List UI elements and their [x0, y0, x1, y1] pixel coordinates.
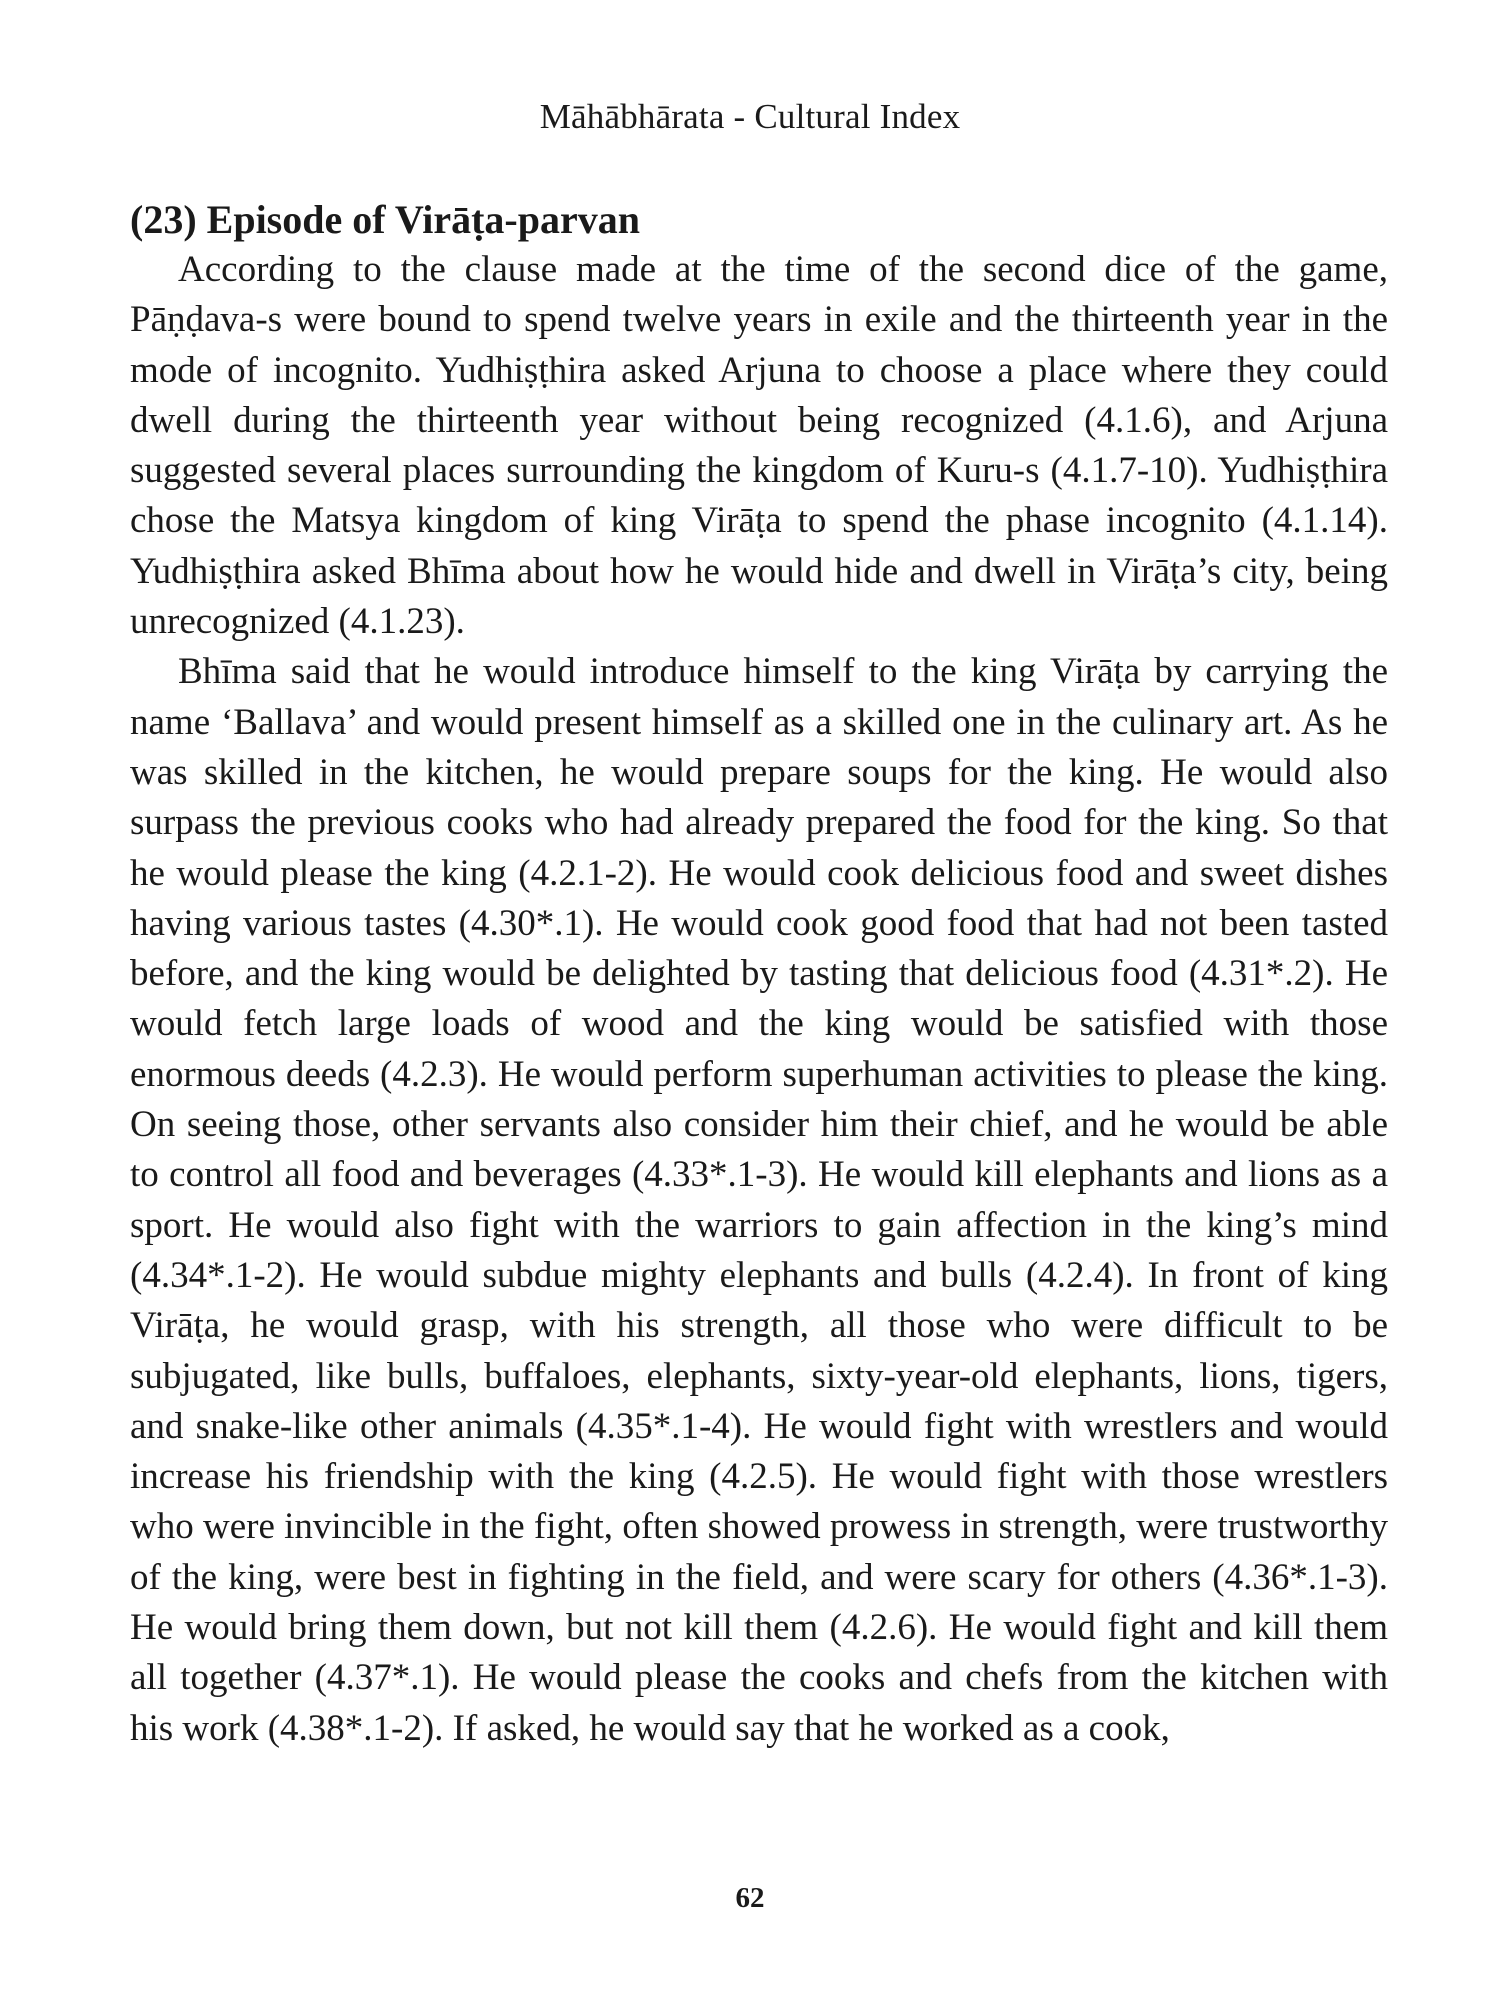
paragraph-arjuna-incognito: According to the clause made at the time of the second dice of the game, Pāṇḍava-s were bound to spend twelve years in exile and the thirteenth year in the mode of incognito. Yudhiṣṭhira asked Arjuna to choose a place where they could dwell during the thirteenth year without being recognized (4.1.6), and Arjuna suggested several places surrounding the kingdom of Kuru-s (4.1.7-10). Yudhiṣṭhira chose the Matsya kingdom of king Virāṭa to spend the phase incognito (4.1.14). Yudhiṣṭhira asked Bhīma about how he would hide and dwell in Virāṭa’s city, being unrecognized (4.1.23).: [130, 249, 1388, 643]
section-heading: (23) Episode of Virāṭa-parvan: [130, 197, 640, 242]
page-number: 62: [735, 1882, 765, 1914]
page-body: [130, 195, 1388, 1754]
running-header: Māhābhārata - Cultural Index: [539, 97, 961, 136]
paragraph-bhima-ballava: Bhīma said that he would introduce himself to the king Virāṭa by carrying the name ‘Ballava’ and would present himself as a skilled one in the culinary art. As he was skilled in the kitchen, he would prepare soups for the king. He would also surpass the previous cooks who had already prepared the food for the king. So that he would please the king (4.2.1-2). He would cook delicious food and sweet dishes having various tastes (4.30*.1). He would cook good food that had not been tasted before, and the king would be delighted by tasting that delicious food (4.31*.2). He would fetch large loads of wood and the king would be satisfied with those enormous deeds (4.2.3). He would perform superhuman activities to please the king. On seeing those, other servants also consider him their chief, and he would be able to control all food and beverages (4.33*.1-3). He would kill elephants and lions as a sport. He would also fight with the warriors to gain affection in the king’s mind (4.34*.1-2). He would subdue mighty elephants and bulls (4.2.4). In front of king Virāṭa, he would grasp, with his strength, all those who were difficult to be subjugated, like bulls, buffaloes, elephants, sixty-year-old elephants, lions, tigers, and snake-like other animals (4.35*.1-4). He would fight with wrestlers and would increase his friendship with the king (4.2.5). He would fight with those wrestlers who were invincible in the fight, often showed prowess in strength, were trustworthy of the king, were best in fighting in the field, and were scary for others (4.36*.1-3). He would bring them down, but not kill them (4.2.6). He would fight and kill them all together (4.37*.1). He would please the cooks and chefs from the kitchen with his work (4.38*.1-2). If asked, he would say that he worked as a cook,: [130, 651, 1388, 1749]
